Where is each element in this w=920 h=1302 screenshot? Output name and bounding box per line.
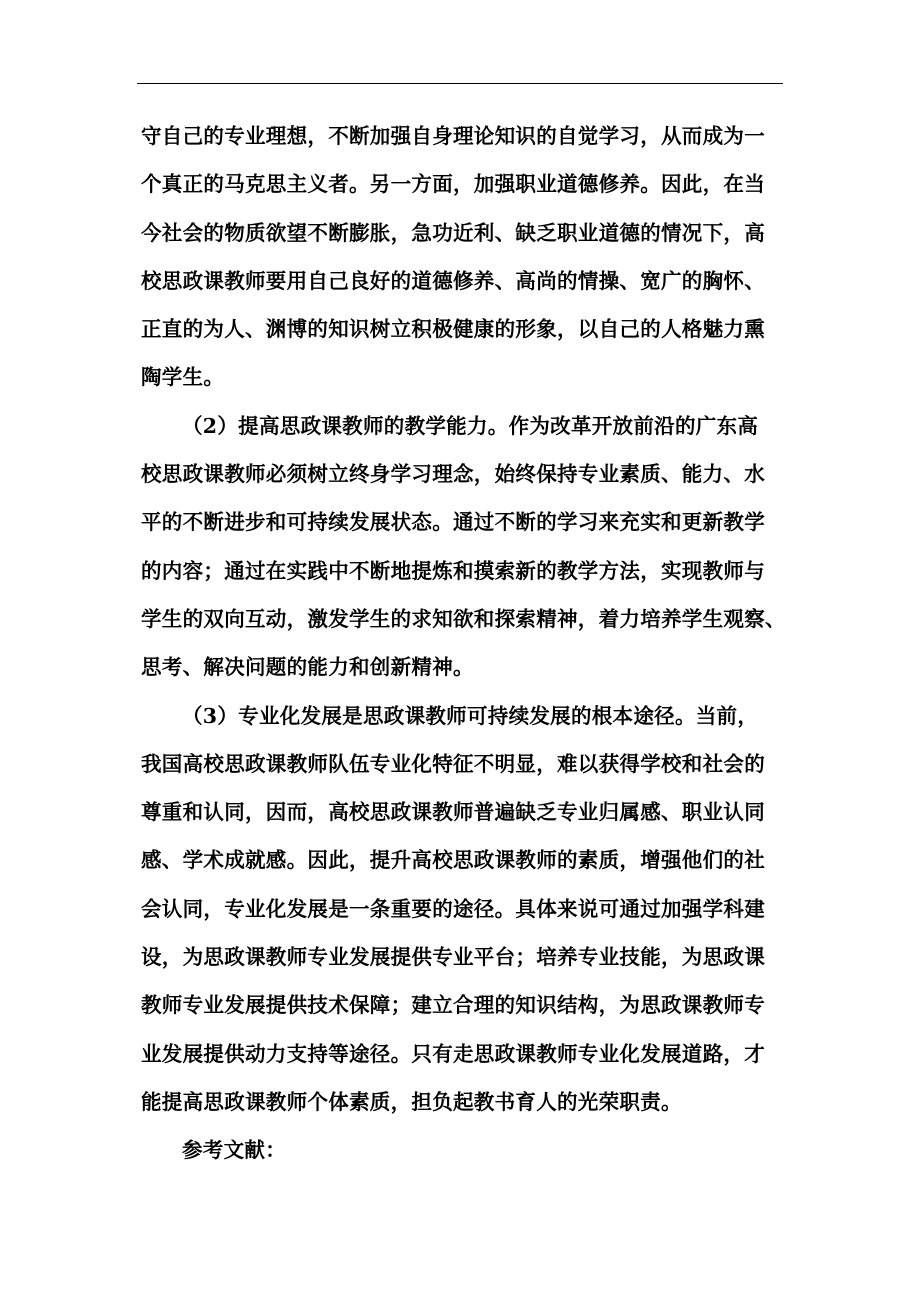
text-line: 我国高校思政课教师队伍专业化特征不明显，难以获得学校和社会的 bbox=[141, 751, 765, 776]
text-line: 今社会的物质欲望不断膨胀，急功近利、缺乏职业道德的情况下，高 bbox=[141, 220, 765, 245]
text-line: 业发展提供动力支持等途径。只有走思政课教师专业化发展道路，才 bbox=[141, 1041, 765, 1066]
text-line: 正直的为人、渊博的知识树立积极健康的形象，以自己的人格魅力熏 bbox=[141, 317, 765, 342]
body-text bbox=[141, 118, 786, 1181]
paragraph-2-first-line: （2）提高思政课教师的教学能力。作为改革开放前沿的广东高 bbox=[182, 413, 759, 438]
paragraph-3-first-line: （3）专业化发展是思政课教师可持续发展的根本途径。当前， bbox=[182, 703, 759, 728]
header-rule bbox=[137, 83, 783, 84]
text-line: 感、学术成就感。因此，提升高校思政课教师的素质，增强他们的社 bbox=[141, 848, 765, 873]
text-line: 教师专业发展提供技术保障；建立合理的知识结构，为思政课教师专 bbox=[141, 993, 765, 1018]
text-line: 个真正的马克思主义者。另一方面，加强职业道德修养。因此，在当 bbox=[141, 172, 765, 197]
text-line: 校思政课教师必须树立终身学习理念，始终保持专业素质、能力、水 bbox=[141, 462, 765, 487]
references-heading: 参考文献： bbox=[182, 1138, 286, 1163]
text-line: 的内容；通过在实践中不断地提炼和摸索新的教学方法，实现教师与 bbox=[141, 558, 765, 583]
text-line: 学生的双向互动，激发学生的求知欲和探索精神，着力培养学生观察、 bbox=[141, 606, 786, 631]
text-line: 会认同，专业化发展是一条重要的途径。具体来说可通过加强学科建 bbox=[141, 896, 765, 921]
text-line: 思考、解决问题的能力和创新精神。 bbox=[141, 655, 474, 680]
text-line: 能提高思政课教师个体素质，担负起教书育人的光荣职责。 bbox=[141, 1089, 682, 1114]
text-line: 平的不断进步和可持续发展状态。通过不断的学习来充实和更新教学 bbox=[141, 510, 765, 535]
text-line: 校思政课教师要用自己良好的道德修养、高尚的情操、宽广的胸怀、 bbox=[141, 268, 765, 293]
text-line: 设，为思政课教师专业发展提供专业平台；培养专业技能，为思政课 bbox=[141, 945, 765, 970]
text-line: 守自己的专业理想，不断加强自身理论知识的自觉学习，从而成为一 bbox=[141, 124, 765, 148]
text-line: 陶学生。 bbox=[141, 365, 225, 390]
text-line: 尊重和认同，因而，高校思政课教师普遍缺乏专业归属感、职业认同 bbox=[141, 800, 765, 825]
